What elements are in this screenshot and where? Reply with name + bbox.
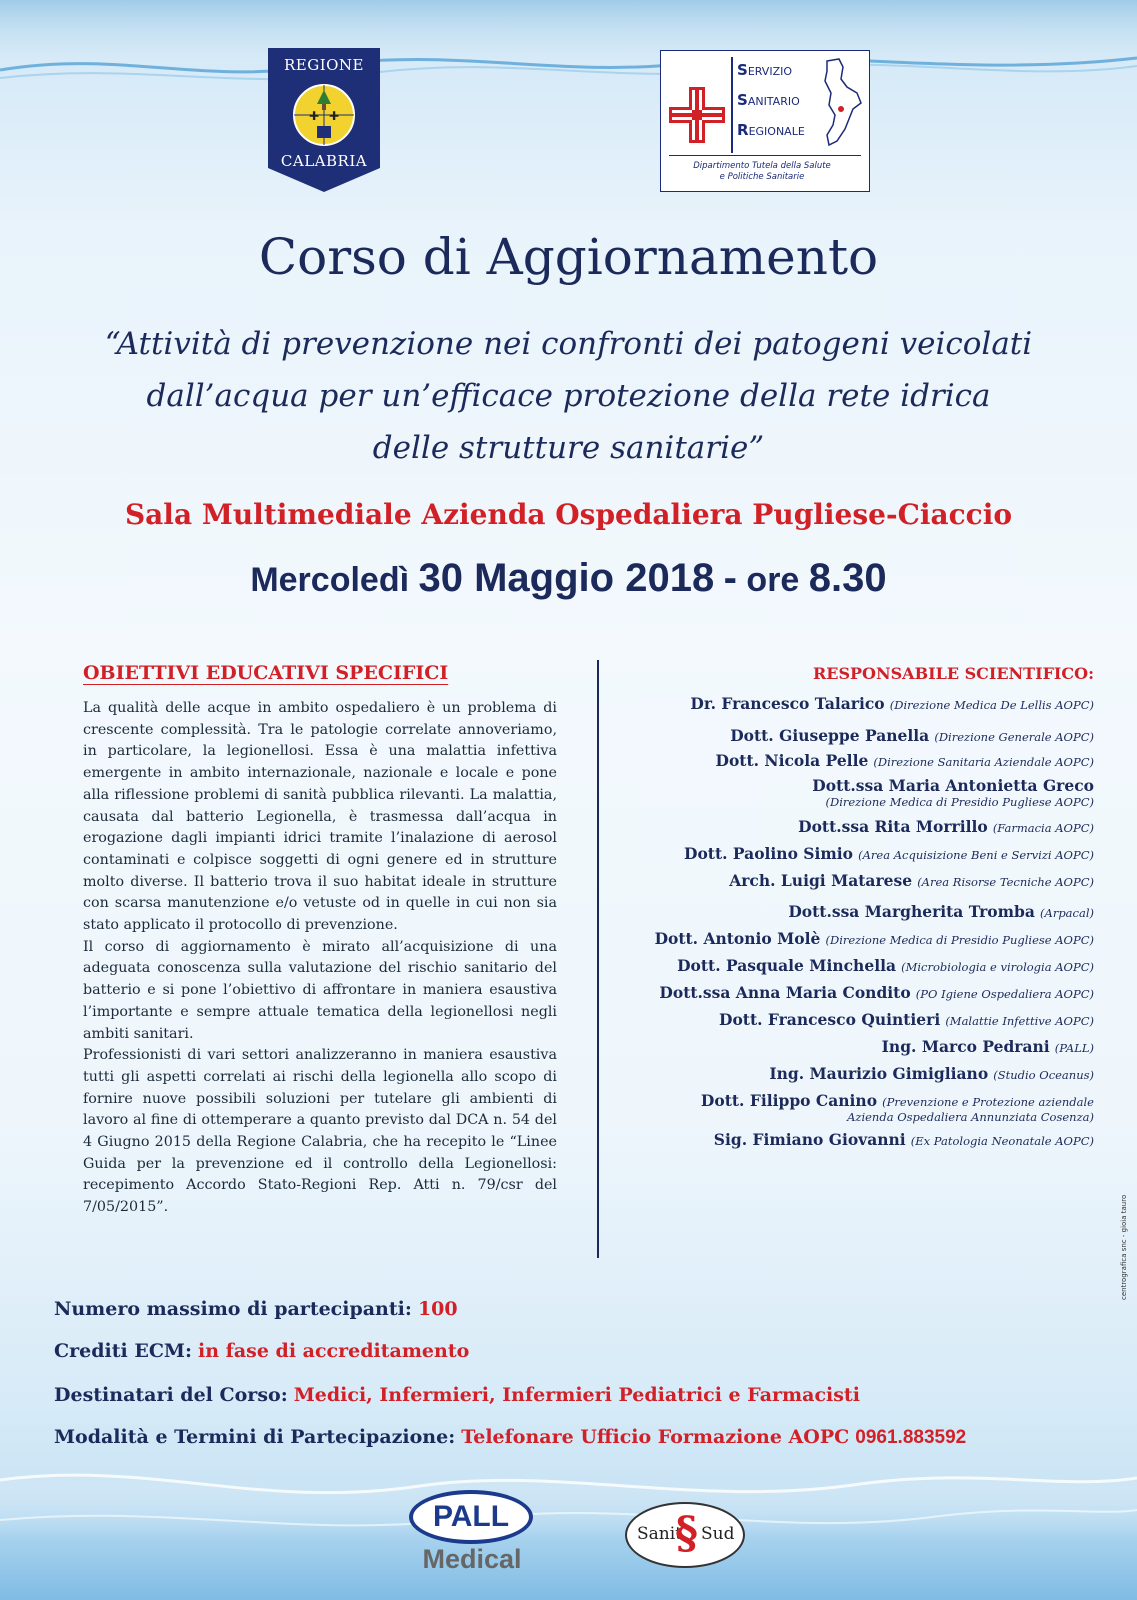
date-day: Mercoledì: [250, 561, 410, 599]
person-entry: Dott. Nicola Pelle (Direzione Sanitaria Aziendale AOPC): [715, 751, 1094, 770]
person-entry: Sig. Fimiano Giovanni (Ex Patologia Neonatale AOPC): [713, 1130, 1094, 1149]
water-wave-top: [0, 0, 1137, 110]
person-entry: Dott.ssa Rita Morrillo (Farmacia AOPC): [798, 817, 1094, 836]
sanit-right: Sud: [701, 1524, 735, 1544]
subtitle-line-2: dall’acqua per un’efficace protezione della rete idrica: [146, 378, 991, 414]
person-entry: Ing. Marco Pedrani (PALL): [881, 1037, 1094, 1056]
ssr-word-sanitario: SANITARIO: [737, 91, 800, 109]
info-audience: Destinatari del Corso: Medici, Infermieri, Infermieri Pediatrici e Farmacisti: [54, 1384, 860, 1406]
person-entry: Dott. Pasquale Minchella (Microbiologia e virologia AOPC): [677, 956, 1094, 975]
print-credit: centrografica snc - gioia tauro: [1120, 1194, 1128, 1300]
objectives-paragraph: Il corso di aggiornamento è mirato all’acquisizione di una adeguata conoscenza sulla valutazione del rischio sanitario del batterio e si pone l’obiettivo di affrontare in maniera esaustiva l’importante e sempre attuale tematica della legionellosi negli ambiti sanitari.: [83, 938, 557, 1042]
objectives-paragraph: La qualità delle acque in ambito ospedaliero è un problema di crescente complessità. Tra le patologie correlate annoveriamo, in particolare, la legionellosi. Essa è una malattia infettiva emergente in ambito internazionale, nazionale e locale e pone alla riflessione problemi di sanità pubblica rilevanti. La malattia, causata dal batterio Legionella, è trasmessa dall’acqua in erogazione dagli impianti idrici tramite l’inalazione di aerosol contaminati e colpisce soggetti di ogni genere ed in strutture molto diverse. Il batterio trova il suo habitat ideale in strutture con scarsa manutenzione e/o vetuste od in quelle in cui non sia stato applicato il protocollo di prevenzione.: [83, 700, 557, 934]
responsible-heading: RESPONSABILE SCIENTIFICO:: [812, 664, 1094, 683]
info-max-participants: Numero massimo di partecipanti: 100: [54, 1298, 458, 1320]
person-entry: Arch. Luigi Matarese (Area Risorse Tecniche AOPC): [729, 871, 1094, 890]
course-subtitle: [40, 318, 1097, 474]
column-divider: [597, 660, 599, 1258]
page-title: Corso di Aggiornamento: [258, 228, 879, 286]
red-cross-icon: [667, 85, 727, 145]
sanit-left: Sanit: [637, 1524, 682, 1544]
person-entry: Dr. Francesco Talarico (Direzione Medica De Lellis AOPC): [690, 694, 1094, 713]
pall-logo-subtext: Medical: [422, 1544, 522, 1574]
regione-label-bottom: CALABRIA: [280, 152, 368, 170]
ssr-word-regionale: REGIONALE: [737, 121, 805, 139]
pall-logo-text: PALL: [409, 1490, 533, 1544]
pall-medical-logo: [405, 1490, 545, 1590]
person-entry: Dott. Filippo Canino (Prevenzione e Protezione aziendale Azienda Ospedaliera Annunziata Cosenza): [700, 1091, 1094, 1124]
info-participation: Modalità e Termini di Partecipazione: Telefonare Ufficio Formazione AOPC 0961.883592: [54, 1426, 967, 1448]
person-entry: Dott.ssa Maria Antonietta Greco (Direzione Medica di Presidio Pugliese AOPC): [812, 776, 1094, 809]
person-entry: Ing. Maurizio Gimigliano (Studio Oceanus): [769, 1064, 1094, 1083]
person-entry: Dott. Giuseppe Panella (Direzione Generale AOPC): [730, 726, 1094, 745]
section-sign-icon: §: [675, 1508, 699, 1559]
subtitle-line-1: “Attività di prevenzione nei confronti dei patogeni veicolati: [104, 326, 1033, 362]
date-value: 30 Maggio 2018: [418, 556, 715, 600]
ssr-department: Dipartimento Tutela della Salute e Politiche Sanitarie: [693, 161, 831, 182]
regione-calabria-logo: [268, 48, 380, 192]
person-entry: Dott.ssa Anna Maria Condito (PO Igiene Ospedaliera AOPC): [659, 983, 1094, 1002]
person-entry: Dott. Francesco Quintieri (Malattie Infettive AOPC): [719, 1010, 1094, 1029]
phone-number: 0961.883592: [855, 1427, 967, 1448]
objectives-heading: OBIETTIVI EDUCATIVI SPECIFICI: [83, 662, 449, 684]
info-ecm-credits: Crediti ECM: in fase di accreditamento: [54, 1340, 470, 1362]
svg-text:✚: ✚: [329, 109, 340, 123]
person-entry: Dott.ssa Margherita Tromba (Arpacal): [788, 902, 1094, 921]
person-entry: Dott. Antonio Molè (Direzione Medica di Presidio Pugliese AOPC): [654, 929, 1094, 948]
objectives-text: [83, 698, 557, 1219]
person-entry: Dott. Paolino Simio (Area Acquisizione Beni e Servizi AOPC): [684, 844, 1094, 863]
calabria-map-icon: [817, 57, 865, 149]
objectives-paragraph: Professionisti di vari settori analizzeranno in maniera esaustiva tutti gli aspetti correlati ai rischi della legionella allo scopo di fornire nuove possibili soluzioni per tutelare gli ambienti di lavoro al fine di ottemperare a quanto previsto dal DCA n. 54 del 4 Giugno 2015 della Regione Calabria, che ha recepito le “Linee Guida per la prevenzione ed il controllo della Legionellosi: recepimento Accordo Stato-Regioni Rep. Atti n. 79/csr del 7/05/2015”.: [83, 1047, 557, 1216]
time-label: ore: [746, 561, 800, 599]
servizio-sanitario-regionale-logo: [660, 50, 870, 192]
svg-text:✚: ✚: [309, 109, 320, 123]
date-separator: -: [723, 556, 737, 600]
sanitsud-logo: [625, 1502, 745, 1568]
regione-label-top: REGIONE: [283, 56, 365, 74]
event-date: [0, 556, 1137, 601]
responsible-list: [610, 694, 1094, 1149]
time-value: 8.30: [808, 556, 887, 600]
venue: Sala Multimediale Azienda Ospedaliera Pugliese-Ciaccio: [124, 498, 1013, 531]
subtitle-line-3: delle strutture sanitarie”: [372, 430, 765, 466]
ssr-word-servizio: SERVIZIO: [737, 61, 793, 79]
